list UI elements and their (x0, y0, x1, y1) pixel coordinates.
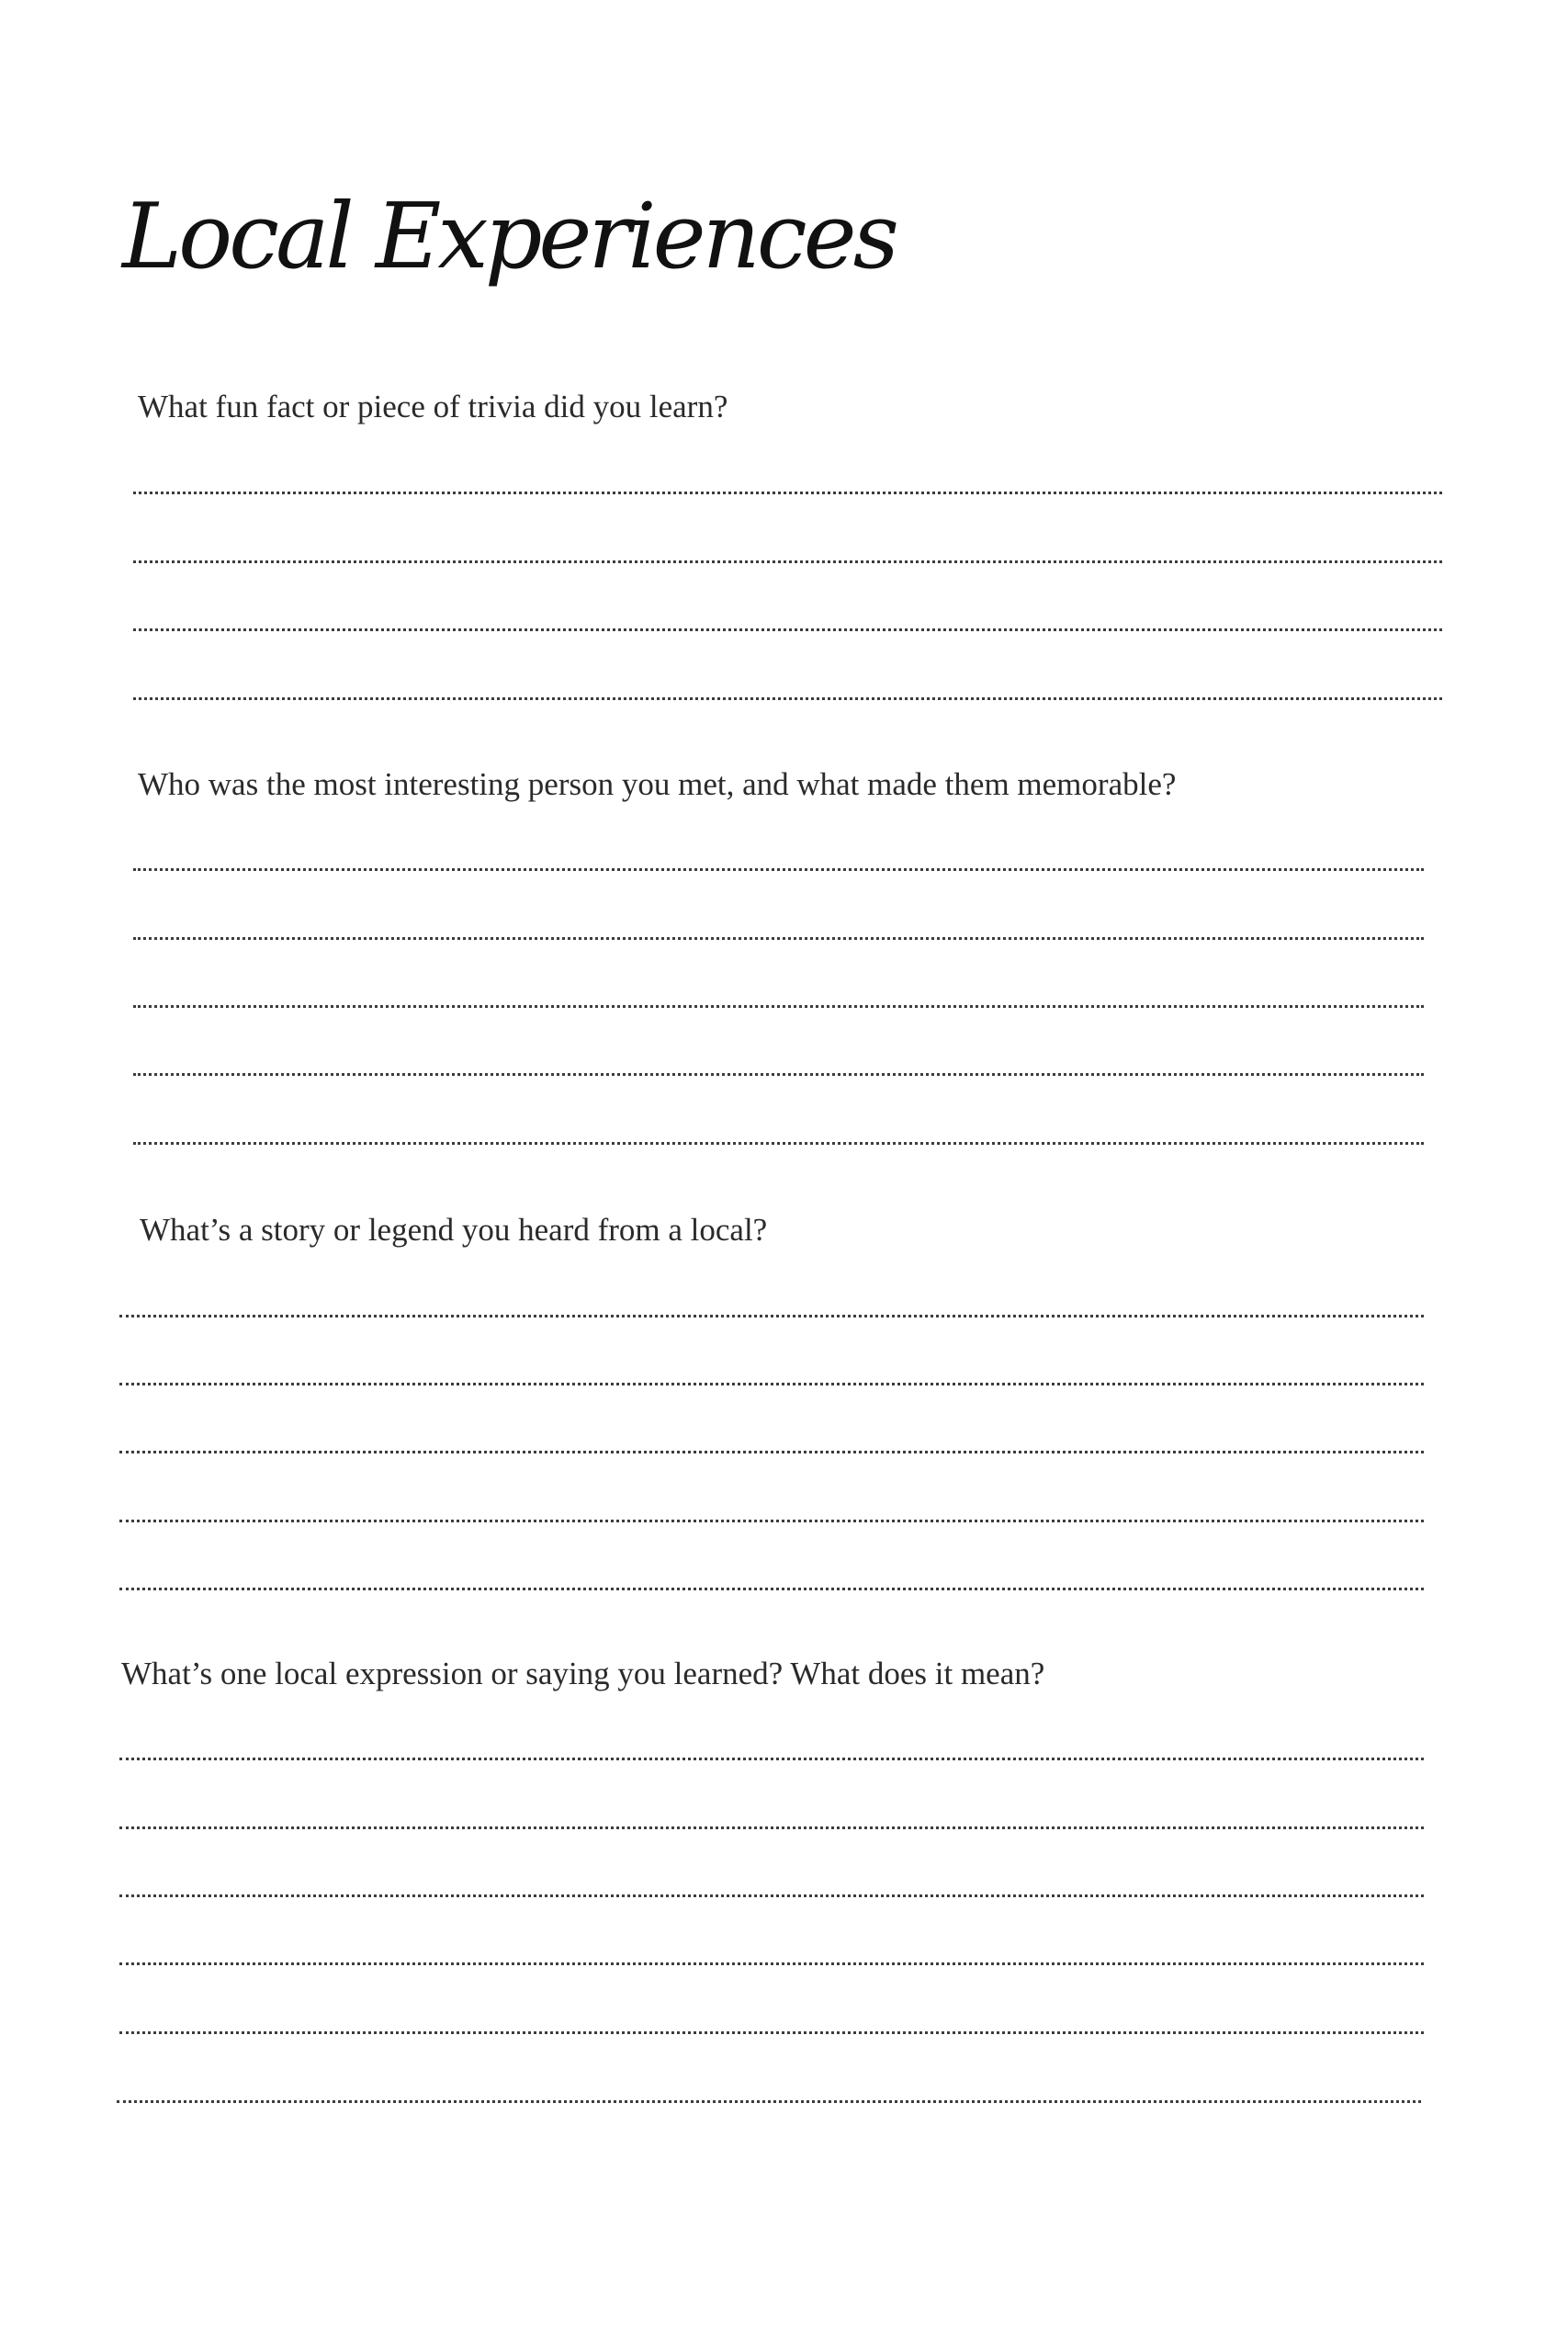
writing-line[interactable] (119, 2031, 1424, 2034)
writing-line[interactable] (119, 1315, 1424, 1317)
writing-line[interactable] (133, 868, 1424, 871)
prompt-interesting-person: Who was the most interesting person you met, and what made them memorable? (138, 766, 1177, 802)
prompt-local-expression: What’s one local expression or saying you learned? What does it mean? (121, 1656, 1045, 1691)
prompt-fun-fact: What fun fact or piece of trivia did you learn? (138, 389, 728, 424)
writing-line[interactable] (133, 1005, 1424, 1008)
writing-line[interactable] (119, 1894, 1424, 1897)
writing-line[interactable] (133, 560, 1442, 563)
writing-line[interactable] (119, 1520, 1424, 1522)
writing-line[interactable] (119, 1962, 1424, 1965)
writing-line[interactable] (119, 1758, 1424, 1760)
writing-line[interactable] (133, 1142, 1424, 1145)
writing-line[interactable] (133, 628, 1442, 631)
prompt-local-story: What’s a story or legend you heard from a local? (140, 1212, 768, 1248)
writing-line[interactable] (119, 1451, 1424, 1453)
writing-line[interactable] (133, 1073, 1424, 1076)
writing-line[interactable] (133, 492, 1442, 494)
writing-line[interactable] (119, 1826, 1424, 1829)
writing-line[interactable] (133, 937, 1424, 940)
writing-line[interactable] (117, 2100, 1421, 2103)
writing-line[interactable] (119, 1383, 1424, 1385)
writing-line[interactable] (119, 1588, 1424, 1590)
writing-line[interactable] (133, 697, 1442, 700)
page-title: Local Experiences (122, 185, 896, 289)
